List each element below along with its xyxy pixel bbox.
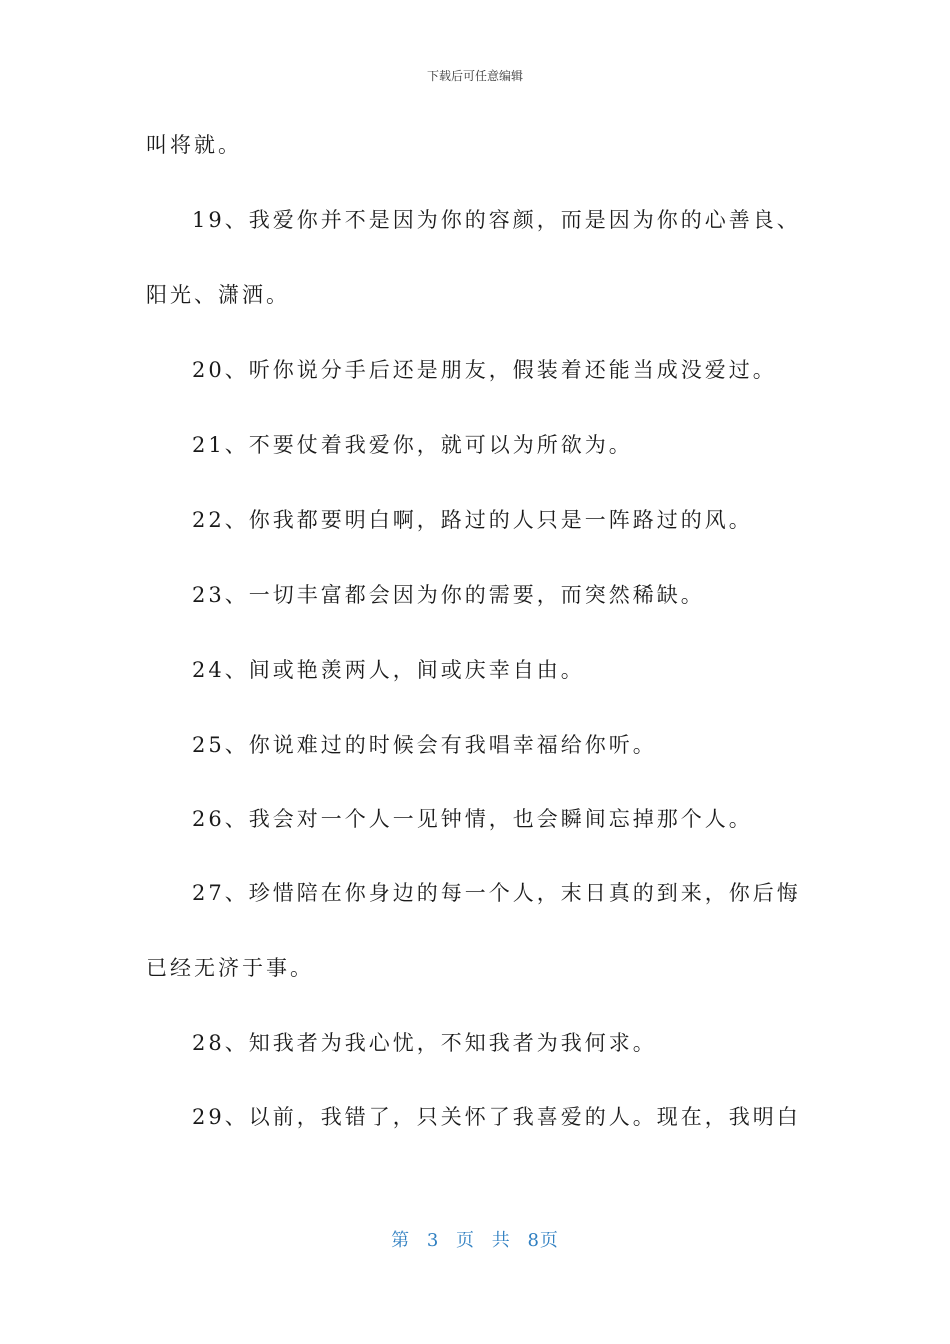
text-line: 21、不要仗着我爱你，就可以为所欲为。 — [192, 433, 633, 457]
text-line: 24、间或艳羡两人，间或庆幸自由。 — [192, 658, 585, 682]
text-line: 29、以前，我错了，只关怀了我喜爱的人。现在，我明白 — [192, 1105, 801, 1129]
text-line: 28、知我者为我心忧，不知我者为我何求。 — [192, 1031, 657, 1055]
text-line: 已经无济于事。 — [146, 956, 314, 980]
text-line: 阳光、潇洒。 — [146, 283, 290, 307]
text-line: 25、你说难过的时候会有我唱幸福给你听。 — [192, 733, 657, 757]
text-line: 19、我爱你并不是因为你的容颜，而是因为你的心善良、 — [192, 208, 801, 232]
text-line: 叫将就。 — [146, 133, 242, 157]
text-line: 20、听你说分手后还是朋友，假装着还能当成没爱过。 — [192, 358, 777, 382]
footer-prefix: 第 — [391, 1230, 411, 1251]
footer-page-label: 页 — [456, 1230, 475, 1251]
page-footer — [0, 1226, 950, 1252]
text-line: 22、你我都要明白啊，路过的人只是一阵路过的风。 — [192, 508, 753, 532]
footer-total-label: 共 — [491, 1230, 511, 1251]
footer-total-pages: 8页 — [527, 1230, 559, 1251]
text-line: 27、珍惜陪在你身边的每一个人，末日真的到来，你后悔 — [192, 881, 801, 905]
text-line: 26、我会对一个人一见钟情，也会瞬间忘掉那个人。 — [192, 807, 753, 831]
page-header: 下载后可任意编辑 — [426, 69, 523, 83]
footer-current-page: 3 — [426, 1230, 440, 1251]
text-line: 23、一切丰富都会因为你的需要，而突然稀缺。 — [192, 583, 705, 607]
